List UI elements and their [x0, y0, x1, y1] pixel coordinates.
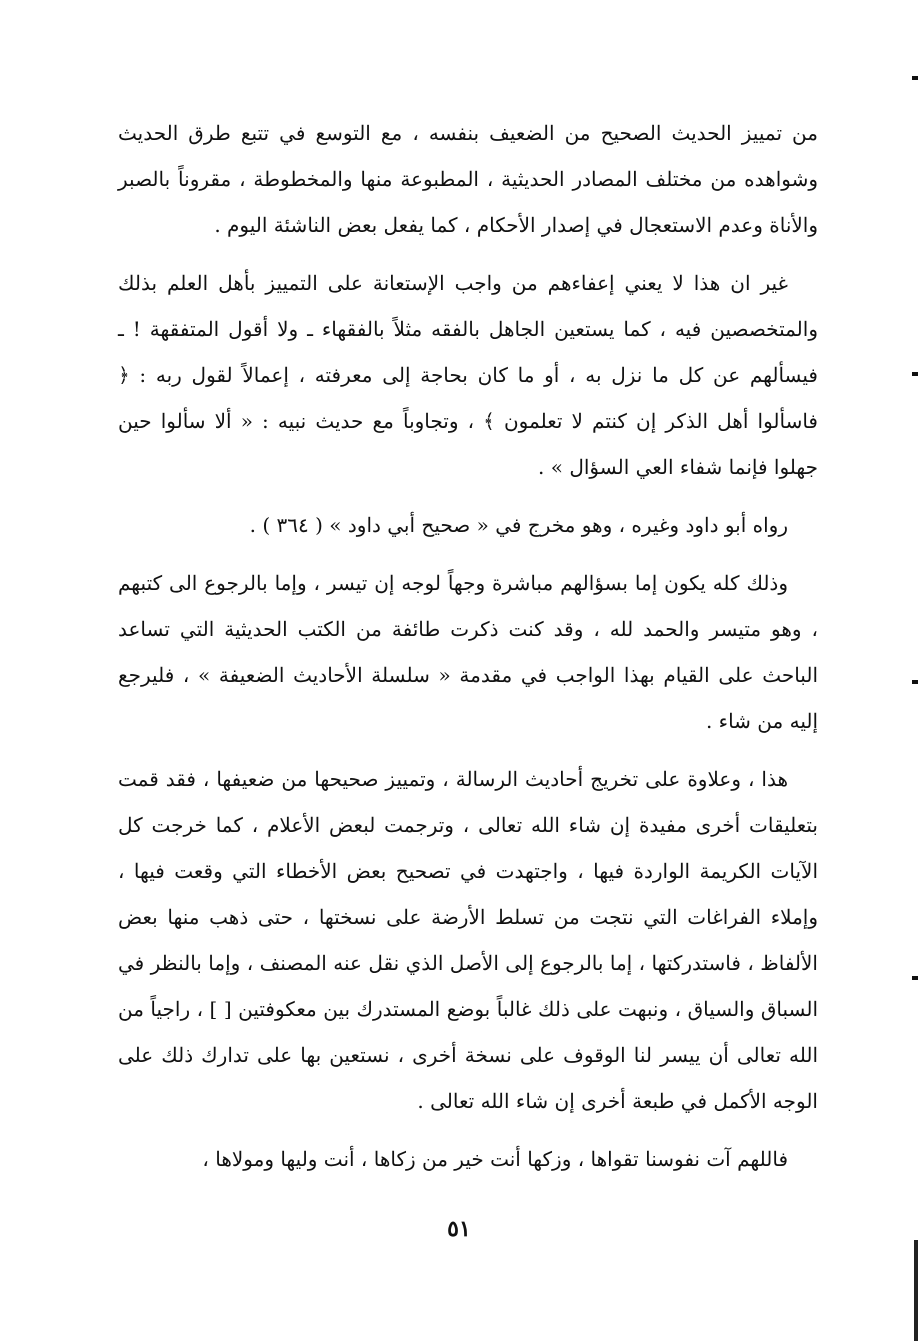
scan-edge-mark	[912, 372, 918, 376]
scan-edge-mark	[912, 976, 918, 980]
scan-edge-strip	[914, 1240, 918, 1341]
paragraph: غير ان هذا لا يعني إعفاءهم من واجب الإستعانة على التمييز بأهل العلم بذلك والمتخصصين فيه ، كما يستعين الجاهل بالفقه مثلاً بالفقهاء ـ ولا أقول المتفقهة ! ـ فيسألهم عن كل ما نزل به ، أو ما كان بحاجة إلى معرفته ، إعمالاً لقول ربه : ﴿ فاسألوا أهل الذكر إن كنتم لا تعلمون ﴾ ، وتجاوباً مع حديث نبيه : « ألا سألوا حين جهلوا فإنما شفاء العي السؤال » .	[118, 271, 818, 479]
scan-edge-mark	[912, 680, 918, 684]
paragraph: وذلك كله يكون إما بسؤالهم مباشرة وجهاً لوجه إن تيسر ، وإما بالرجوع الى كتبهم ، وهو متيسر والحمد لله ، وقد كنت ذكرت طائفة من الكتب الحديثية التي تساعد الباحث على القيام بهذا الواجب في مقدمة « سلسلة الأحاديث الضعيفة » ، فليرجع إليه من شاء .	[118, 571, 818, 733]
page-number: ٥١	[447, 1216, 471, 1242]
scan-edge-mark	[912, 76, 918, 80]
paragraph: من تمييز الحديث الصحيح من الضعيف بنفسه ، مع التوسع في تتبع طرق الحديث وشواهده من مختلف المصادر الحديثية ، المطبوعة منها والمخطوطة ، مقروناً بالصبر والأناة وعدم الاستعجال في إصدار الأحكام ، كما يفعل بعض الناشئة اليوم .	[118, 121, 818, 237]
paragraph: فاللهم آت نفوسنا تقواها ، وزكها أنت خير من زكاها ، أنت وليها ومولاها ،	[202, 1147, 788, 1171]
body-text	[118, 110, 818, 1194]
paragraph: هذا ، وعلاوة على تخريج أحاديث الرسالة ، وتمييز صحيحها من ضعيفها ، فقد قمت بتعليقات أخرى مفيدة إن شاء الله تعالى ، وترجمت لبعض الأعلام ، كما خرجت كل الآيات الكريمة الواردة فيها ، واجتهدت في تصحيح بعض الأخطاء التي وقعت فيها ، وإملاء الفراغات التي نتجت من تسلط الأرضة على نسختها ، حتى ذهب منها بعض الألفاظ ، فاستدركتها ، إما بالرجوع إلى الأصل الذي نقل عنه المصنف ، وإما بالنظر في السباق والسياق ، ونبهت على ذلك غالباً بوضع المستدرك بين معكوفتين [ ] ، راجياً من الله تعالى أن ييسر لنا الوقوف على نسخة أخرى ، نستعين بها على تدارك ذلك على الوجه الأكمل في طبعة أخرى إن شاء الله تعالى .	[118, 767, 818, 1113]
paragraph: رواه أبو داود وغيره ، وهو مخرج في « صحيح أبي داود » ( ٣٦٤ ) .	[249, 513, 788, 537]
